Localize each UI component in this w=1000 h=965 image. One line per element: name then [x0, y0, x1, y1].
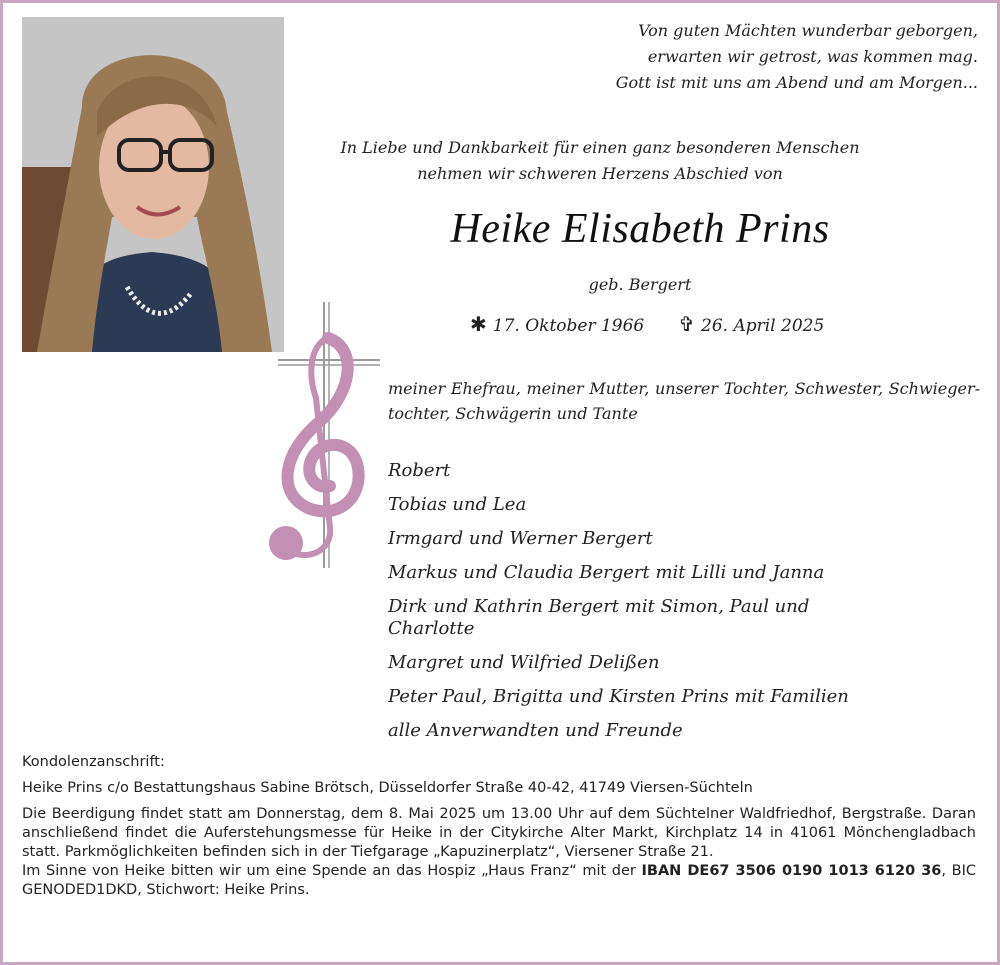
quote-line: Von guten Mächten wunderbar geborgen,: [638, 21, 978, 40]
life-dates: [470, 312, 850, 336]
condolence-label: Kondolenzanschrift:: [22, 754, 165, 770]
list-item: Dirk und Kathrin Bergert mit Simon, Paul und Charlotte: [388, 596, 810, 639]
list-item: alle Anverwandten und Freunde: [388, 720, 683, 741]
funeral-details: Die Beerdigung findet statt am Donnerstag, dem 8. Mai 2025 um 13.00 Uhr auf dem Süchtelner Waldfriedhof, Bergstraße. Daran anschließend findet die Auferstehungsmesse für Heike in der Citykirche Alter Markt, Kirchplatz 14 in 41061 Mönchengladbach statt. Parkmöglichkeiten befinden sich in der Tiefgarage „Kapuzinerplatz“, Viersener Straße 21.: [22, 806, 976, 860]
donation-text: Im Sinne von Heike bitten wir um eine Spende an das Hospiz „Haus Franz“ mit der: [22, 863, 642, 879]
list-item: Margret und Wilfried Delißen: [388, 652, 660, 673]
footer-info: [22, 753, 976, 900]
list-item: Robert: [388, 460, 451, 481]
birth-date: 17. Oktober 1966: [492, 316, 645, 336]
condolence-address: Heike Prins c/o Bestattungshaus Sabine Brötsch, Düsseldorfer Straße 40-42, 41749 Viersen-Süchteln: [22, 780, 753, 796]
quote-line: erwarten wir getrost, was kommen mag.: [647, 47, 978, 66]
list-item: Irmgard und Werner Bergert: [388, 528, 653, 549]
death-cross-icon: ✞: [678, 312, 696, 336]
portrait-photo: [22, 17, 284, 352]
portrait-illustration: [22, 17, 284, 352]
intro-text: [340, 135, 860, 187]
list-item: Peter Paul, Brigitta und Kirsten Prins mit Familien: [388, 686, 849, 707]
birth-name: geb. Bergert: [588, 275, 692, 294]
list-item: Tobias und Lea: [388, 494, 527, 515]
intro-line: nehmen wir schweren Herzens Abschied von: [417, 164, 783, 183]
relation-text: meiner Ehefrau, meiner Mutter, unserer Tochter, Schwester, Schwiegertochter, Schwägerin und Tante: [388, 379, 980, 423]
birth-star-icon: ✱: [470, 312, 487, 336]
quote: [418, 18, 978, 96]
list-item: Markus und Claudia Bergert mit Lilli und Janna: [388, 562, 825, 583]
donation-iban: IBAN DE67 3506 0190 1013 6120 36: [641, 863, 942, 879]
mourners-list: [388, 460, 858, 754]
death-date: 26. April 2025: [701, 316, 825, 336]
intro-line: In Liebe und Dankbarkeit für einen ganz besonderen Menschen: [340, 138, 860, 157]
donation-text-end: , BIC GENODED1DKD, Stichwort: Heike Prins.: [22, 863, 976, 898]
deceased-name: Heike Elisabeth Prins: [450, 206, 830, 252]
quote-line: Gott ist mit uns am Abend und am Morgen...: [615, 73, 978, 92]
treble-clef-with-cross-icon: [258, 298, 383, 573]
donation-details: [22, 862, 976, 900]
